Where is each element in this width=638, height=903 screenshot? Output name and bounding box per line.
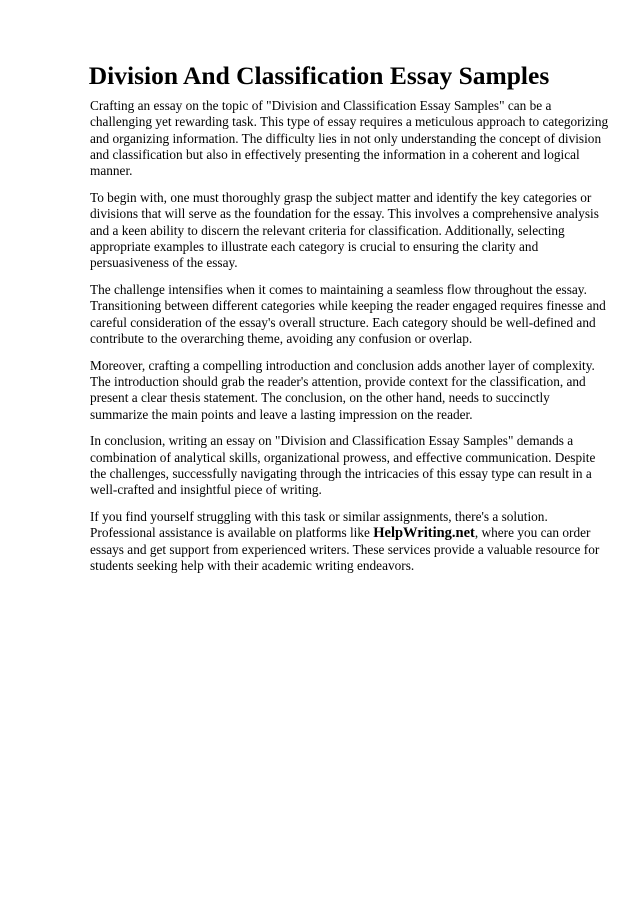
paragraph-line: manner. bbox=[90, 163, 133, 179]
essay-body bbox=[90, 98, 609, 585]
paragraph-line: essays and get support from experienced writers. These services provide a valuable resource for bbox=[90, 541, 600, 557]
paragraph-line: contribute to the overarching theme, avoiding any confusion or overlap. bbox=[90, 330, 473, 346]
paragraph-line: summarize the main points and leave a lasting impression on the reader. bbox=[90, 406, 473, 422]
paragraph-5 bbox=[90, 433, 598, 498]
paragraph-line: To begin with, one must thoroughly grasp the subject matter and identify the key categories or bbox=[90, 189, 592, 205]
paragraph-1 bbox=[90, 98, 609, 179]
paragraph-line: divisions that will serve as the foundation for the essay. This involves a comprehensive analysis bbox=[90, 206, 599, 222]
paragraph-line: The introduction should grab the reader's attention, provide context for the classification, and bbox=[90, 373, 586, 389]
paragraph-line: In conclusion, writing an essay on "Division and Classification Essay Samples" demands a bbox=[90, 433, 574, 449]
paragraph-line: the challenges, successfully navigating through the intricacies of this essay type can result in a bbox=[90, 465, 592, 481]
paragraph-3 bbox=[90, 281, 606, 347]
paragraph-line: and a keen ability to discern the relevant criteria for classification. Additionally, selecting bbox=[90, 222, 565, 238]
paragraph-4 bbox=[90, 358, 598, 423]
page-title: Division And Classification Essay Samples bbox=[88, 61, 550, 90]
paragraph-line: appropriate examples to illustrate each category is crucial to ensuring the clarity and bbox=[90, 238, 539, 254]
paragraph-line: well-crafted and insightful piece of writing. bbox=[90, 482, 322, 498]
paragraph-line: and organizing information. The difficulty lies in not only understanding the concept of division bbox=[90, 130, 602, 146]
paragraph-line: persuasiveness of the essay. bbox=[90, 255, 238, 271]
paragraph-text: Professional assistance is available on platforms like bbox=[90, 525, 374, 541]
paragraph-line: present a clear thesis statement. The conclusion, on the other hand, needs to succinctly bbox=[90, 390, 550, 406]
paragraph-line: If you find yourself struggling with this task or similar assignments, there's a solution. bbox=[90, 509, 548, 525]
paragraph-line: Crafting an essay on the topic of "Division and Classification Essay Samples" can be a bbox=[90, 98, 552, 113]
paragraph-line: combination of analytical skills, organizational prowess, and effective communication. Despite bbox=[90, 449, 596, 465]
paragraph-2 bbox=[90, 190, 598, 271]
paragraph-line: The challenge intensifies when it comes to maintaining a seamless flow throughout the essay. bbox=[90, 281, 587, 297]
paragraph-6 bbox=[90, 509, 598, 574]
paragraph-line: challenging yet rewarding task. This type of essay requires a meticulous approach to categorizing bbox=[90, 114, 609, 130]
paragraph-line: careful consideration of the essay's overall structure. Each category should be well-defined and bbox=[90, 314, 596, 330]
paragraph-text: , where you can order bbox=[474, 525, 591, 541]
paragraph-line: Moreover, crafting a compelling introduction and conclusion adds another layer of complexity. bbox=[90, 357, 595, 373]
helpwriting-link[interactable]: HelpWriting.net bbox=[373, 525, 475, 542]
paragraph-line: and classification but also in effectively presenting the information in a coherent and logical bbox=[90, 146, 580, 162]
paragraph-line: students seeking help with their academic writing endeavors. bbox=[90, 557, 415, 573]
paragraph-line: Transitioning between different categories while keeping the reader engaged requires finesse and bbox=[90, 298, 606, 314]
paragraph-line-with-link bbox=[90, 525, 598, 541]
